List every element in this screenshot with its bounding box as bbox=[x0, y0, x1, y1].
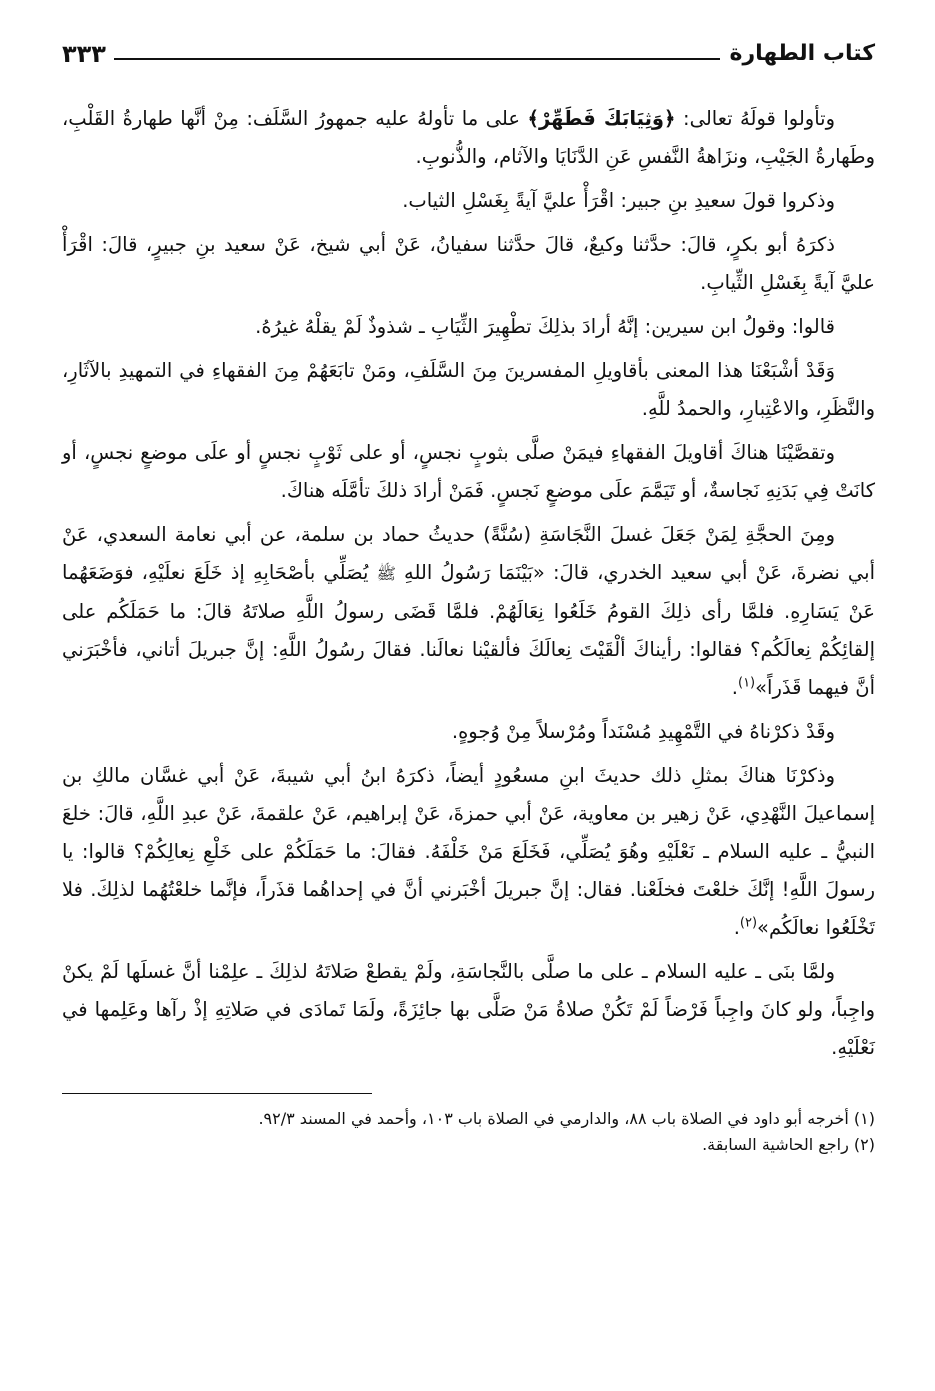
paragraph: ومِنَ الحجَّةِ لِمَنْ جَعَلَ غسلَ النَّجَاسَةِ (سُنَّةً) حديثُ حماد بن سلمة، عن أبي نعامة السعدي، عَنْ أبي نضرةَ، عَنْ أبي سعيد الخدري، قالَ: «بَيْنَمَا رَسُولُ اللهِ ﷺ يُصَلِّي بأصْحَابِهِ إذ خَلَعَ نعلَيْهِ، فوَضَعَهُما عَنْ يَسَارِهِ. فلمَّا رأى ذلِكَ القومُ خَلَعُوا نِعَالَهُمْ. فلمَّا قَضَى رسولُ اللَّهِ صلاتَهُ قالَ: ما حَمَلَكُم على إلقائِكُمْ نِعالَكُم؟ فقالوا: رأيناكَ ألْقَيْتَ نِعالَكَ فألقيْنا نعالَنا. فقالَ رسُولُ اللَّهِ: إنَّ جبريلَ أتاني، فأخْبَرَني أنَّ فيهما قَذَراً»$^{(١)}$. bbox=[62, 523, 875, 699]
footnote-ref: (١) bbox=[737, 675, 756, 691]
page bbox=[62, 28, 875, 1368]
footnote-divider bbox=[62, 1093, 372, 1094]
footnote-ref: (٢) bbox=[739, 915, 758, 931]
paragraph: وذكروا قولَ سعيدِ بنِ جبير: اقْرَأْ عليَّ آيةً بِغَسْلِ الثياب. bbox=[402, 189, 835, 212]
honorific-symbol: ﷺ bbox=[376, 564, 396, 583]
paragraph: ذكرَهُ أبو بكرٍ، قالَ: حدَّثنا وكيعٌ، قالَ حدَّثنا سفيانُ، عَنْ أبي شيخ، عَنْ سعيد بنِ جبيرٍ، قالَ: اقْرَأْ عليَّ آيةً بِغَسْلِ الثِّيابِ. bbox=[62, 233, 875, 294]
paragraph: وذكرْنَا هناكَ بمثلِ ذلك حديثَ ابنِ مسعُودٍ أيضاً، ذكرَهُ ابنُ أبي شيبةَ، عَنْ أبي غسَّان مالكِ بن إسماعيلَ النَّهْدِي، عَنْ زهير بن معاوية، عَنْ أبي حمزةَ، عَنْ إبراهيم، عَنْ علقمةَ، عَنْ عبدِ اللَّهِ، قالَ: خلعَ النبيُّ ـ عليه السلام ـ نَعْلَيْهِ وهُوَ يُصَلِّي، فَخَلَعَ مَنْ خَلْفَهُ. فقالَ: ما حَمَلَكُمْ على خَلْعِ نِعالِكُمْ؟ قالوا: يا رسولَ اللَّهِ! إنَّكَ خلعْتَ فخلَعْنا. فقال: إنَّ جبريلَ أخْبَرني أنَّ في إحداهُما قذَراً، فإنَّما خلعْتُهُما لذلِكَ. فلا تَخْلَعُوا نعالَكُم»$^{(٢)}$. bbox=[62, 764, 875, 939]
paragraph: وتقصَّيْنَا هناكَ أقاويلَ الفقهاءِ فيمَنْ صلَّى بثوبٍ نجسٍ، أو على ثَوْبٍ نجسٍ أو علَى موضعٍ نجسٍ، أو كانَتْ فِي بَدَنِهِ نَجاسةٌ، أو تَيَمَّمَ علَى موضعٍ نَجسٍ. فَمَنْ أرادَ ذلكَ تأمَّلَه هناكَ. bbox=[62, 441, 875, 502]
page-number: ٣٣٣ bbox=[62, 40, 106, 68]
paragraph: وَقَدْ أشْبَعْنَا هذا المعنى بأقاويلِ المفسرينَ مِنَ السَّلَفِ، ومَنْ تابَعَهُمْ مِنَ الفقهاءِ في التمهيدِ بالآثَارِ، والنَّظَرِ، والاعْتِبارِ، والحمدُ للَّهِ. bbox=[62, 359, 875, 420]
main-text bbox=[62, 100, 875, 1067]
paragraph: ولمَّا بنَى ـ عليه السلام ـ على ما صلَّى بالنَّجاسَةِ، ولَمْ يقطعْ صَلاتَهُ لذلِكَ ـ علِمْنا أنَّ غسلَها لَمْ يكنْ واجِباً، ولو كانَ واجِباً فَرْضاً لَمْ تَكُنْ صلاةُ مَنْ صَلَّى بها جائِزَةً، ولَمَا تَمادَى في صَلاتِهِ إذْ رآها وعَلِمها في نَعْلَيْهِ. bbox=[62, 960, 875, 1059]
footnote: (١) أخرجه أبو داود في الصلاة باب ٨٨، والدارمي في الصلاة باب ١٠٣، وأحمد في المسند ٩٢/٣. bbox=[258, 1109, 875, 1128]
header-divider bbox=[114, 58, 720, 60]
quran-verse: ﴿وَثِيَابَكَ فَطَهِّرْ﴾ bbox=[527, 107, 676, 130]
paragraph: وقَدْ ذكرْناهُ في التَّمْهِيدِ مُسْنَداً ومُرْسلاً مِنْ وُجوهٍ. bbox=[451, 720, 835, 743]
paragraph: وتأولوا قولَهُ تعالى: ﴿وَثِيَابَكَ فَطَهِّرْ﴾ على ما تأولهُ عليه جمهورُ السَّلَف: مِنْ أنَّها طهارةُ القَلْبِ، وطَهارةُ الجَيْبِ، ونزَاهةُ النَّفسِ عَنِ الدَّنَايَا والآثام، والذُّنوبِ. bbox=[62, 107, 875, 168]
book-title: كتاب الطهارة bbox=[729, 41, 875, 66]
page-header bbox=[62, 28, 875, 68]
footnote: (٢) راجع الحاشية السابقة. bbox=[702, 1135, 875, 1154]
footnotes bbox=[62, 1106, 875, 1158]
paragraph: قالوا: وقولُ ابن سيرين: إنَّهُ أرادَ بذلِكَ تطْهِيرَ الثِّيَابِ ـ شذوذٌ لَمْ يقلْهُ غيرُهُ. bbox=[255, 315, 835, 338]
